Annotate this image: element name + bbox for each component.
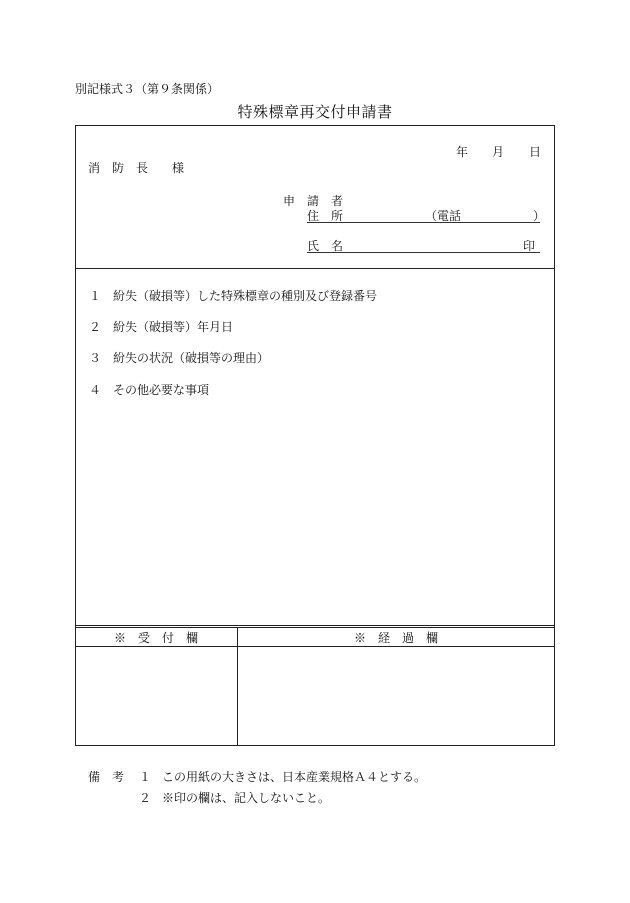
item-1: １ 紛失（破損等）した特殊標章の種別及び登録番号: [89, 289, 378, 303]
item-3: ３ 紛失の状況（破損等の理由）: [89, 351, 270, 365]
note-2-text: ※印の欄は、記入しないこと。: [162, 791, 331, 805]
phone-label: （電話: [425, 209, 462, 223]
document-title: 特殊標章再交付申請書: [237, 103, 393, 121]
phone-close: ）: [533, 209, 546, 223]
addressee: 消 防 長 様: [88, 161, 185, 175]
applicant-heading: 申 請 者: [283, 194, 344, 208]
date-year-label: 年: [456, 145, 469, 159]
seal-mark: 印: [523, 239, 536, 253]
address-label: 住 所: [307, 209, 344, 223]
address-underline: [307, 222, 540, 223]
notes-label: 備 考: [88, 770, 125, 784]
item-4: ４ その他必要な事項: [89, 383, 210, 397]
date-day-label: 日: [529, 145, 542, 159]
item-2: ２ 紛失（破損等）年月日: [89, 320, 234, 334]
date-month-label: 月: [492, 145, 505, 159]
table-header-divider: [75, 646, 555, 647]
progress-column-header: ※ 経 過 欄: [353, 631, 438, 645]
note-1-text: この用紙の大きさは、日本産業規格Ａ４とする。: [162, 770, 427, 784]
frame-divider: [75, 268, 555, 269]
note-1-number: １: [139, 770, 152, 784]
table-top-double-line: [75, 627, 555, 628]
reception-column-header: ※ 受 付 欄: [113, 631, 198, 645]
name-underline: [307, 252, 540, 253]
note-2-number: ２: [139, 791, 152, 805]
form-number-label: 別記様式３（第９条関係）: [75, 82, 220, 96]
name-label: 氏 名: [307, 239, 344, 253]
